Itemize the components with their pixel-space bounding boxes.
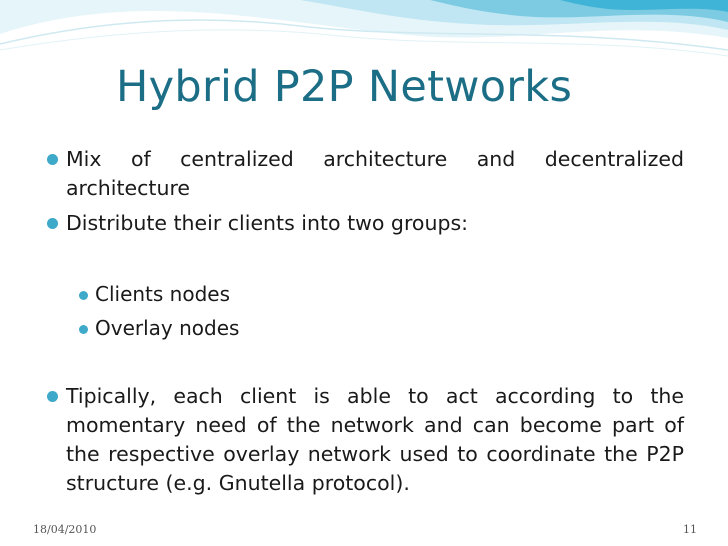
footer-page-number: 11 — [683, 523, 697, 536]
sub-bullet-icon — [79, 325, 88, 334]
bullet-icon — [47, 391, 58, 402]
bullet-icon — [47, 154, 58, 165]
sub-bullet-overlay-nodes: Overlay nodes — [95, 316, 240, 340]
bullet-mix-architecture: Mix of centralized architecture and decentralized architecture — [66, 147, 684, 200]
sub-bullet-icon — [79, 291, 88, 300]
footer-date: 18/04/2010 — [33, 523, 97, 536]
slide-title: Hybrid P2P Networks — [116, 62, 573, 112]
sub-bullet-clients-nodes: Clients nodes — [95, 282, 231, 306]
bullet-distribute-clients: Distribute their clients into two groups: — [66, 211, 469, 235]
bullet-icon — [47, 218, 58, 229]
bullet-tipically-each-client: Tipically, each client is able to act according to the momentary need of the network and can become part of the respective overlay network used to coordinate the P2P structure (e.g. Gnutella protocol). — [66, 384, 684, 495]
header-wave-decoration — [0, 0, 728, 70]
